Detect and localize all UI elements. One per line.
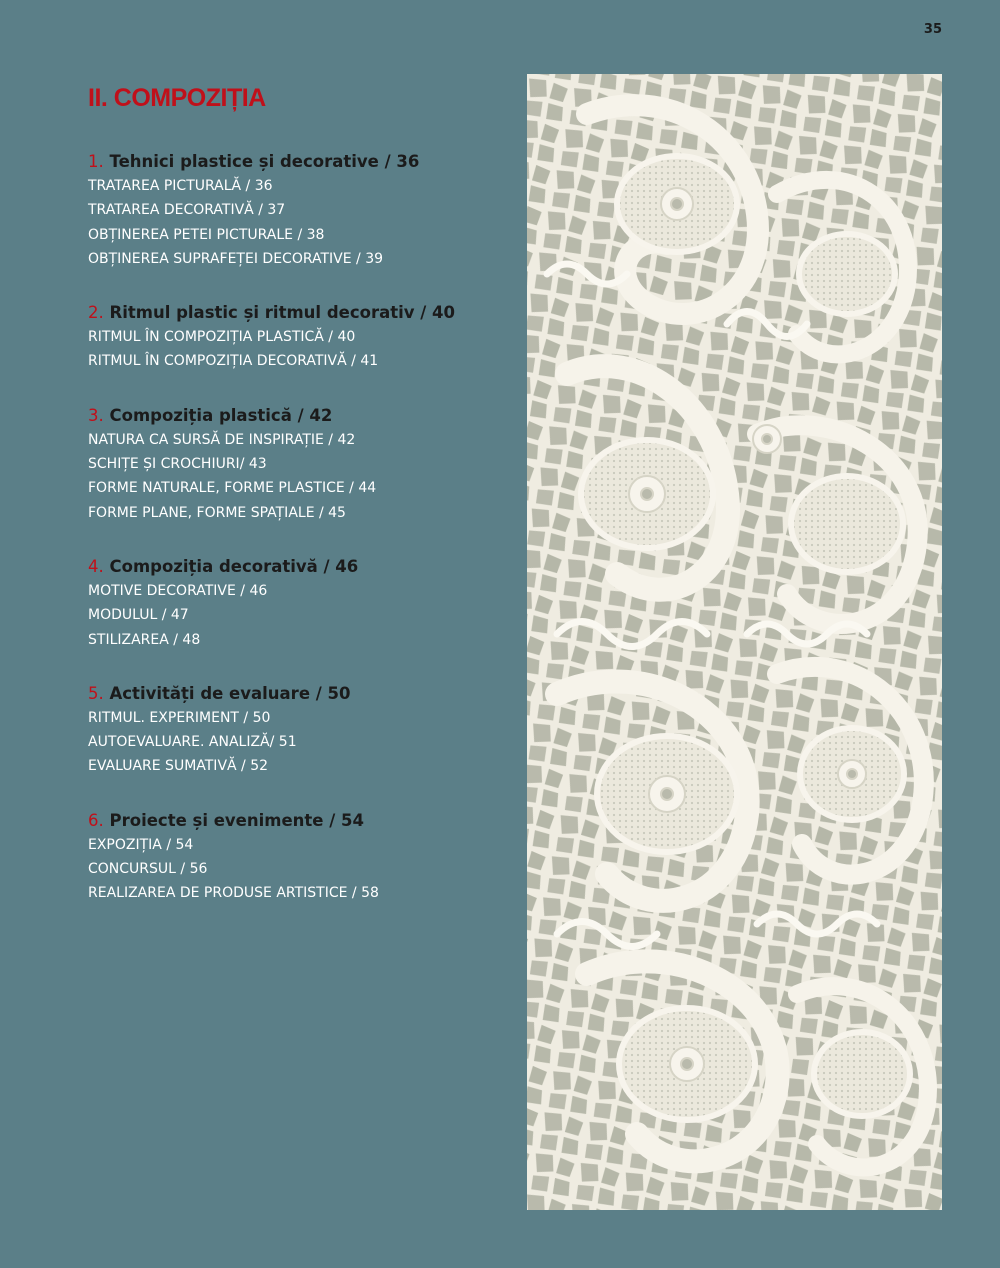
toc-item[interactable]: SCHIȚE ȘI CROCHIURI/ 43: [88, 456, 267, 473]
toc-item[interactable]: RITMUL ÎN COMPOZIȚIA DECORATIVĂ / 41: [88, 353, 379, 370]
toc-item[interactable]: AUTOEVALUARE. ANALIZĂ/ 51: [88, 734, 297, 751]
toc-section: [88, 682, 508, 779]
toc-item[interactable]: TRATAREA PICTURALĂ / 36: [88, 178, 273, 194]
toc-section: [88, 809, 508, 906]
toc-item[interactable]: EVALUARE SUMATIVĂ / 52: [88, 758, 269, 775]
section-title: Activități de evaluare / 50: [109, 683, 351, 703]
toc-section: [88, 301, 508, 374]
lace-image: [527, 74, 942, 1210]
section-title: Ritmul plastic și ritmul decorativ / 40: [109, 303, 455, 323]
section-heading[interactable]: [88, 404, 508, 428]
section-number: 3.: [88, 405, 104, 425]
toc-section: [88, 150, 508, 271]
toc-item[interactable]: RITMUL. EXPERIMENT / 50: [88, 709, 271, 726]
section-number: 6.: [88, 810, 104, 830]
toc-item[interactable]: STILIZAREA / 48: [88, 631, 201, 648]
toc-item[interactable]: NATURA CA SURSĂ DE INSPIRAȚIE / 42: [88, 431, 356, 448]
table-of-contents: [88, 150, 508, 936]
toc-item[interactable]: EXPOZIȚIA / 54: [88, 836, 194, 853]
section-heading[interactable]: [88, 301, 508, 325]
chapter-title: II. COMPOZIȚIA: [88, 84, 266, 112]
toc-item[interactable]: MODULUL / 47: [88, 607, 189, 624]
toc-item[interactable]: OBȚINEREA PETEI PICTURALE / 38: [88, 226, 325, 243]
section-title: Tehnici plastice și decorative / 36: [109, 152, 420, 171]
toc-item[interactable]: MOTIVE DECORATIVE / 46: [88, 582, 268, 599]
section-heading[interactable]: [88, 809, 508, 833]
section-title: Proiecte și evenimente / 54: [109, 810, 364, 830]
toc-item[interactable]: FORME NATURALE, FORME PLASTICE / 44: [88, 480, 377, 497]
toc-item[interactable]: RITMUL ÎN COMPOZIȚIA PLASTICĂ / 40: [88, 329, 356, 346]
toc-item[interactable]: FORME PLANE, FORME SPAȚIALE / 45: [88, 504, 346, 521]
toc-section: [88, 555, 508, 652]
toc-section: [88, 404, 508, 525]
section-number: 1.: [88, 152, 104, 171]
section-heading[interactable]: [88, 150, 508, 174]
toc-item[interactable]: CONCURSUL / 56: [88, 861, 208, 878]
toc-item[interactable]: TRATAREA DECORATIVĂ / 37: [88, 202, 286, 219]
toc-item[interactable]: OBȚINEREA SUPRAFEȚEI DECORATIVE / 39: [88, 250, 384, 267]
section-heading[interactable]: [88, 682, 508, 706]
section-title: Compoziția decorativă / 46: [109, 556, 359, 576]
section-title: Compoziția plastică / 42: [109, 405, 333, 425]
page-number: 35: [923, 22, 942, 37]
section-heading[interactable]: [88, 555, 508, 579]
section-number: 4.: [88, 556, 104, 576]
toc-item[interactable]: REALIZAREA DE PRODUSE ARTISTICE / 58: [88, 885, 379, 902]
section-number: 5.: [88, 683, 104, 703]
section-number: 2.: [88, 303, 104, 323]
